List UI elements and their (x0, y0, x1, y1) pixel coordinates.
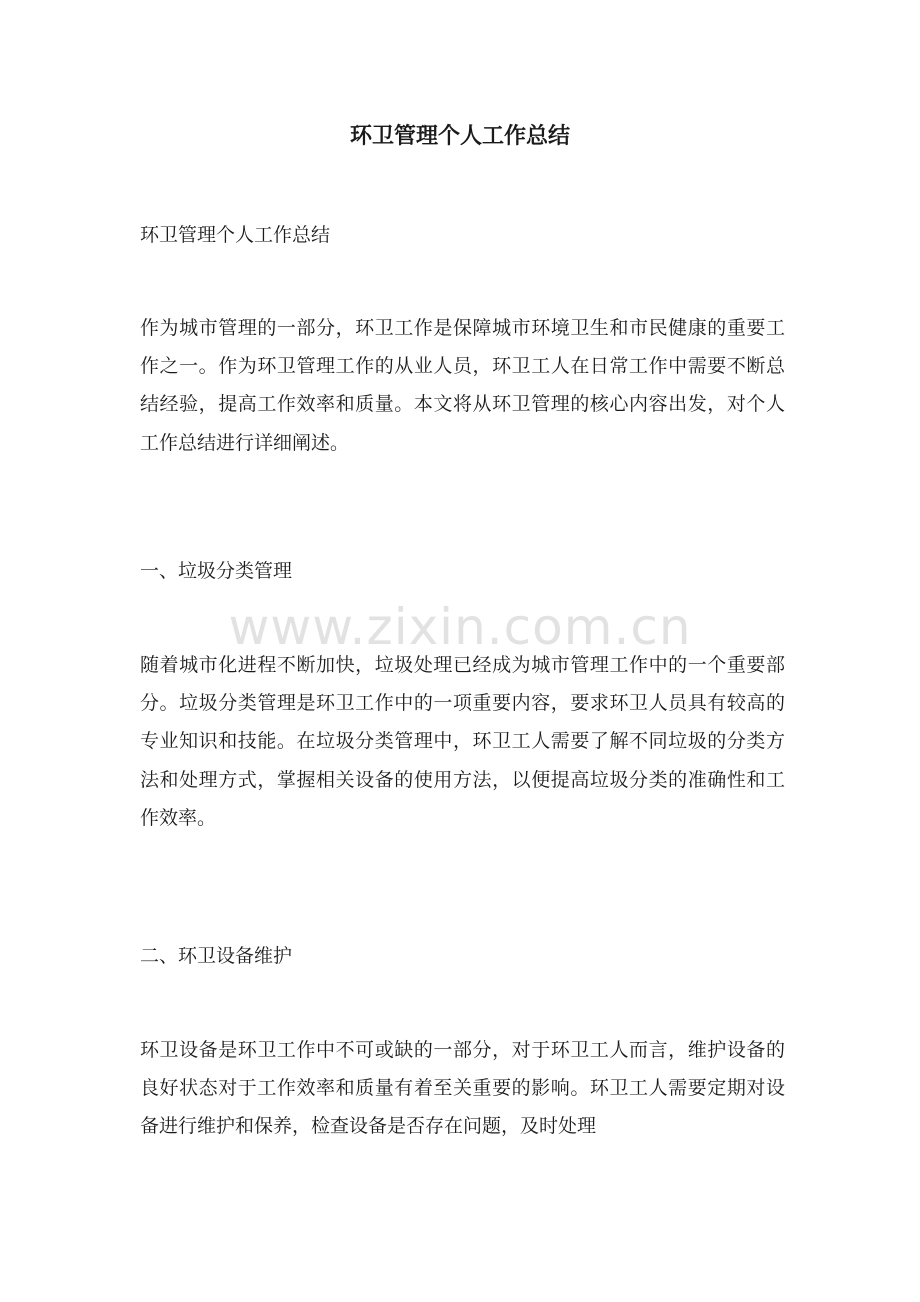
section-body-waste-sorting: 随着城市化进程不断加快，垃圾处理已经成为城市管理工作中的一个重要部分。垃圾分类管理是环卫工作中的一项重要内容，要求环卫人员具有较高的专业知识和技能。在垃圾分类管理中，环卫工人需要了解不同垃圾的分类方法和处理方式，掌握相关设备的使用方法，以便提高垃圾分类的准确性和工作效率。 (140, 654, 785, 829)
section-body-equipment-maintenance: 环卫设备是环卫工作中不可或缺的一部分，对于环卫工人而言，维护设备的良好状态对于工作效率和质量有着至关重要的影响。环卫工人需要定期对设备进行维护和保养，检查设备是否存在问题，及时处理 (140, 1039, 785, 1138)
section-heading-waste-sorting: 一、垃圾分类管理 (140, 560, 293, 582)
section-heading-equipment-maintenance: 二、环卫设备维护 (140, 945, 293, 967)
document-title: 环卫管理个人工作总结 (349, 123, 570, 149)
document-subtitle: 环卫管理个人工作总结 (140, 224, 331, 246)
intro-paragraph: 作为城市管理的一部分，环卫工作是保障城市环境卫生和市民健康的重要工作之一。作为环卫管理工作的从业人员，环卫工人在日常工作中需要不断总结经验，提高工作效率和质量。本文将从环卫管理的核心内容出发，对个人工作总结进行详细阐述。 (140, 317, 785, 454)
watermark: www.zixin.com.cn (228, 598, 692, 656)
